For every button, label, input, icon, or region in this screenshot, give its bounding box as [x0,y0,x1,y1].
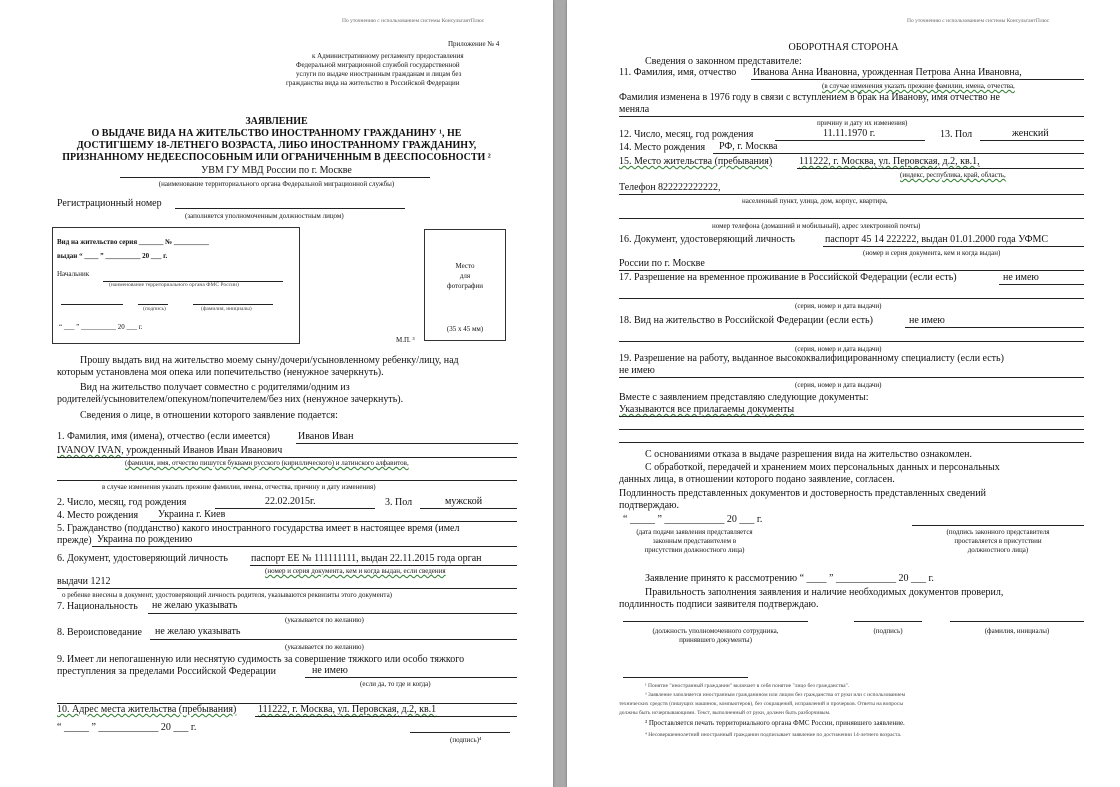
footnote-3: ³ Проставляется печать территориального органа ФМС России, принявшего заявление. [645,719,905,727]
field-17-caption: (серия, номер и дата выдачи) [795,302,882,310]
date-caption: присутствии должностного лица) [644,546,745,554]
org-caption: (наименование территориального органа Федеральной миграционной службы) [158,180,395,188]
consent-text: С основаниями отказа в выдаче разрешения вида на жительство ознакомлен. [645,449,972,460]
date-caption: законным представителем в [652,537,737,545]
field-17-value[interactable]: не имею [1003,272,1039,283]
reg-caption: (заполняется уполномоченным должностным лицом) [185,212,344,220]
officer-caption: принявшего документы) [679,636,752,644]
field-4-value[interactable]: Украина г. Киев [158,509,226,520]
field-11-value[interactable]: Иванова Анна Ивановна, урожденная Петрова Анна Ивановна, [753,67,1022,78]
field-2-value[interactable]: 22.02.2015г. [265,496,316,507]
sign-caption: должностного лица) [967,546,1029,554]
field-6-caption-2: о ребенке внесены в документ, удостоверяющий личность родителя, указываются реквизиты этого документа) [62,591,393,599]
field-8-caption: (указывается по желанию) [285,643,364,651]
verify-text: подлинность подписи заявителя подтверждаю. [619,599,819,610]
field-16-caption: (номер и серия документа, кем и когда выдан) [863,249,1001,257]
photo-box [424,229,506,341]
footnote-4: ⁴ Несовершеннолетний иностранный гражданин подписывает заявление по достижении 14-летнего возраста. [645,732,902,738]
field-9-label-2: преступления за пределами Российской Федерации [57,666,276,677]
title-line: О ВЫДАЧЕ ВИДА НА ЖИТЕЛЬСТВО ИНОСТРАННОМУ ГРАЖДАНИНУ ¹, НЕ [91,128,462,139]
field-9-caption: (если да, то где и когда) [360,680,431,688]
photo-label: фотографии [447,282,483,290]
field-1-value[interactable]: Иванов Иван [298,431,354,442]
officer-sign-caption: (подпись) [873,627,903,635]
permit-series: Вид на жительство серия _______ № __________ [57,238,209,246]
header-note: По уточнению с использованием системы КонсультантПлюс [907,18,1050,24]
appendix-line: к Административному регламенту предоставления [312,52,464,60]
field-1-caption: (фамилия, имя, отчество пишутся буквами русского (кириллического) и латинского алфавитов, [125,459,409,467]
photo-size: (35 x 45 мм) [446,325,484,333]
stamp-place: М.П. ³ [396,336,415,344]
field-6-caption: (номер и серия документа, кем и когда выдан, если сведения [265,567,446,575]
field-1-label: 1. Фамилия, имя (имена), отчество (если имеется) [57,431,270,442]
verify-text: Правильность заполнения заявления и наличие необходимых документов проверил, [645,587,1004,598]
consent-text: Подлинность представленных документов и достоверность представленных сведений [619,488,986,499]
submit-date-line: “ _____ ” ____________ 20 ___ г. [623,514,763,525]
field-15-caption: (индекс, республика, край, область, [900,171,1006,179]
officer-name-caption: (фамилия, инициалы) [984,627,1050,635]
accepted-line: Заявление принято к рассмотрению “ ____ ” ____________ 20 ___ г. [645,573,934,584]
permit-issued: выдан “ ____ ” __________ 20 ___ г. [57,252,168,260]
chief-caption: (наименование территориального органа ФМС России) [109,282,239,288]
field-14-label: 14. Место рождения [619,142,706,153]
field-7-value[interactable]: не желаю указывать [152,600,238,611]
reg-label: Регистрационный номер [57,198,162,209]
field-16-value[interactable]: паспорт 45 14 222222, выдан 01.01.2000 года УФМС [825,234,1049,245]
field-11-caption-2: причину и дату их изменения) [817,119,908,127]
field-18-value[interactable]: не имею [909,315,945,326]
field-17-label: 17. Разрешение на временное проживание в Российской Федерации (если есть) [619,272,957,283]
field-18-caption: (серия, номер и дата выдачи) [795,345,882,353]
field-4-label: 4. Место рождения [57,510,139,521]
field-14-value[interactable]: РФ, г. Москва [719,141,778,152]
field-5-label: 5. Гражданство (подданство) какого иностранного государства имеет в настоящее время (имел [57,523,460,534]
appendix-line: Федеральной миграционной службой государственной [296,61,460,69]
photo-label: для [459,272,471,280]
consent-text: подтверждаю. [619,500,680,511]
sign-caption: проставляется в присутствии [954,537,1042,545]
appendix-line: услуги по выдаче иностранным гражданам и лицам без [296,70,462,78]
permit-date: “ ___ ” __________ 20 ___ г. [59,323,143,331]
field-1-caption: в случае изменения указать прежние фамилии, имена, отчества, причину и дату изменения) [102,483,376,491]
field-11-value-3[interactable]: меняла [619,104,650,115]
field-1-value-line2[interactable]: IVANOV IVAN, урожденный Иванов Иван Иванович [57,445,283,456]
photo-label: Место [455,262,475,270]
appendix-line: гражданства вида на жительство в Российской Федерации [286,79,460,87]
field-3-value[interactable]: мужской [445,496,483,507]
sign-caption: (подпись законного представителя [946,528,1050,536]
field-15-caption-3: номер телефона (домашний и мобильный), адрес электронной почты) [712,222,921,230]
date-line: “ _____ ” ____________ 20 ___ г. [57,722,197,733]
field-12-label: 12. Число, месяц, год рождения [619,129,754,140]
org-name: УВМ ГУ МВД России по г. Москве [201,165,352,176]
field-16-value-2[interactable]: России по г. Москве [619,258,705,269]
page-back [567,0,1120,787]
back-title: ОБОРОТНАЯ СТОРОНА [788,42,899,53]
docs-label: Вместе с заявлением представляю следующие документы: [619,392,869,403]
footnote-2: технических средств (пишущих машинок, компьютеров), без сокращений, исправлений и прочерков. Ответы на вопросы [619,701,904,707]
date-caption: (дата подачи заявления представляется [636,528,753,536]
field-7-label: 7. Национальность [57,601,138,612]
title-line: ДОСТИГШЕМУ 18-ЛЕТНЕГО ВОЗРАСТА, ЛИБО ИНОСТРАННОМУ ГРАЖДАНИНУ, [76,140,477,151]
request-text: родителей/усыновителем/опекуном/попечителем/без них (ненужное зачеркнуть). [57,394,404,405]
field-19-value[interactable]: не имею [619,365,655,376]
field-5-value[interactable]: Украина по рождению [97,534,193,545]
field-7-caption: (указывается по желанию) [285,616,364,624]
field-19-caption: (серия, номер и дата выдачи) [795,381,882,389]
sign-caption: (подпись) [143,306,166,312]
footnote-1: ¹ Понятие "иностранный гражданин" включает в себя понятие "лицо без гражданства". [645,683,850,689]
header-note: По уточнению с использованием системы КонсультантПлюс [342,18,485,24]
field-9-value[interactable]: не имею [312,665,348,676]
field-15-value[interactable]: 111222, г. Москва, ул. Перовская, д.2, кв.1, [799,156,980,167]
officer-caption: (должность уполномоченного сотрудника, [652,627,779,635]
request-text: Прошу выдать вид на жительство моему сыну/дочери/усыновленному ребенку/лицу, над [80,355,459,366]
consent-text: С обработкой, передачей и хранением моих персональных данных и персональных [645,462,1000,473]
appendix-number: Приложение № 4 [448,40,500,48]
field-10-value[interactable]: 111222, г. Москва, ул. Перовская, д.2, кв.1 [258,704,437,715]
request-text: Вид на жительство получает совместно с родителями/одним из [80,382,350,393]
title-line: ЗАЯВЛЕНИЕ [245,116,308,127]
field-13-label: 13. Пол [940,129,973,140]
reg-number-field [175,208,405,209]
footnote-2: ² Заявление заполняется иностранным гражданином или лицом без гражданства от руки или с использованием [645,692,906,698]
permit-box [52,227,300,344]
field-8-label: 8. Вероисповедание [57,627,142,638]
signature-caption: (подпись)⁴ [450,736,482,744]
footnote-2: должны быть исчерпывающими. Текст, выполненный от руки, должен быть разборчивым. [619,710,831,716]
field-5-label-2: прежде) [57,535,92,546]
title-line: ПРИЗНАННОМУ НЕДЕЕСПОСОБНЫМ ИЛИ ОГРАНИЧЕННЫМ В ДЕЕСПОСОБНОСТИ ² [62,152,491,163]
field-10-label: 10. Адрес места жительства (пребывания) [57,704,237,715]
field-15-label: 15. Место жительства (пребывания) [619,156,773,167]
field-2-label: 2. Число, месяц, год рождения [57,497,187,508]
field-6-value-2[interactable]: выдачи 1212 [57,576,111,587]
page-front [0,0,553,787]
consent-text: данных лица, в отношении которого подано заявление, согласен. [619,474,895,485]
name-caption: (фамилия, инициалы) [201,306,252,312]
rep-heading: Сведения о законном представителе: [645,56,802,67]
field-8-value[interactable]: не желаю указывать [155,626,241,637]
field-16-label: 16. Документ, удостоверяющий личность [619,234,795,245]
field-11-caption: (в случае изменения указать прежние фамилии, имена, отчества, [822,82,1015,90]
docs-value[interactable]: Указываются все прилагаемы документы [619,404,795,415]
field-6-label: 6. Документ, удостоверяющий личность [57,553,228,564]
field-3-label: 3. Пол [385,497,413,508]
section-heading: Сведения о лице, в отношении которого заявление подается: [80,410,338,421]
field-11-label: 11. Фамилия, имя, отчество [619,67,737,78]
field-19-label: 19. Разрешение на работу, выданное высококвалифицированному специалисту (если есть) [619,353,1004,364]
phone-value[interactable]: Телефон 822222222222, [619,182,721,193]
field-12-value[interactable]: 11.11.1970 г. [823,128,876,139]
field-13-value[interactable]: женский [1012,128,1049,139]
permit-chief: Начальник [57,270,90,278]
field-9-label: 9. Имеет ли непогашенную или неснятую судимость за совершение тяжкого или особо тяжкого [57,654,465,665]
field-6-value[interactable]: паспорт ЕЕ № 111111111, выдан 22.11.2015 года орган [251,553,482,564]
field-15-caption-2: населенный пункт, улица, дом, корпус, квартира, [742,197,888,205]
request-text: которым установлена моя опека или попечительство (ненужное зачеркнуть). [57,367,384,378]
field-18-label: 18. Вид на жительство в Российской Федерации (если есть) [619,315,873,326]
field-11-value-2[interactable]: Фамилия изменена в 1976 году в связи с вступлением в брак на Иванову, имя отчество не [619,92,1000,103]
